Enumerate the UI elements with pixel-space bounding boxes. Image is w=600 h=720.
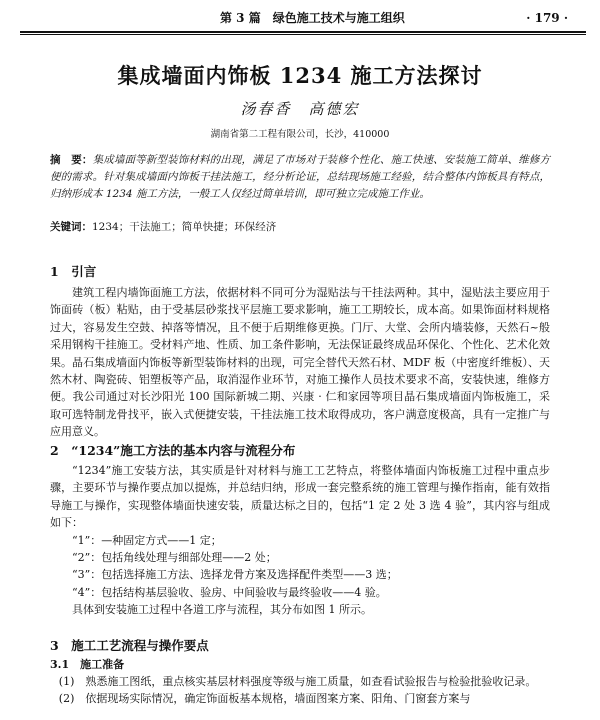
article-authors: 汤春香 高德宏	[240, 100, 360, 118]
abstract-text: 集成墙面等新型装饰材料的出现，满足了市场对于装修个性化、施工快速、安装施工简单、维修方便的需求。针对集成墙面内饰板干挂法施工，经分析论证，总结现场施工经验，结合整体内饰板具有特点，归纳形成本 1234 施工方法，一般工人仅经过简单培训，即可独立完成施工作业。	[50, 154, 551, 200]
header-rule-thick	[20, 31, 586, 33]
section-2-heading: 2 “1234”施工方法的基本内容与流程分布	[50, 443, 296, 458]
header-rule-thin	[20, 34, 586, 35]
author-affiliation: 湖南省第二工程有限公司，长沙，410000	[210, 129, 390, 140]
list-item: (1) 熟悉施工图纸，重点核实基层材料强度等级与施工质量，如查看试验报告与检验批验收记录。	[58, 675, 537, 688]
section-2-body	[50, 462, 550, 619]
abstract-label: 摘 要：	[50, 154, 93, 166]
list-item: “1”：—种固定方式——1 定；	[72, 533, 222, 547]
section-1-paragraph: 建筑工程内墙饰面施工方法，依据材料不同可分为湿贴法与干挂法两种。其中，湿贴法主要应用于饰面砖（板）粘贴，由于受基层砂浆找平层施工要求影响，施工工期较长，成本高。如果饰面材料规格过大，容易发生空鼓、掉落等情况，且不便于后期维修更换。门厅、大堂、会所内墙装修，天然石~般采用钢构干挂施工。受材料产地、性质、加工条件影响，无法保证最终成品环保化、个性化、艺术化效果。晶石集成墙面内饰板等新型装饰材料的出现，可完全替代天然石材、MDF 板（中密度纤维板）、天然木材、陶瓷砖、铝塑板等产品，取消湿作业环节，对施工操作人员技术要求不高，安装快速，维修方便。我公司通过对长沙阳光 100 国际新城二期、兴康 · 仁和家园等项目晶石集成墙面内饰板施工，采取可选特制龙骨找平，嵌入式便捷安装，干挂法施工技术取得成功，客户满意度极高，具有一定推广与应用意义。	[50, 286, 550, 439]
section-3-heading: 3 施工工艺流程与操作要点	[50, 638, 209, 653]
keywords-text: 1234；干法施工；简单快捷；环保经济	[92, 221, 277, 233]
section-header: 第 3 篇 绿色施工技术与施工组织	[220, 11, 405, 25]
section-3-1-body	[50, 673, 550, 708]
section-1-heading: 1 引言	[50, 264, 97, 279]
list-item: “3”：包括选择施工方法、选择龙骨方案及选择配件类型——3 选；	[72, 568, 398, 582]
section-2-tail: 具体到安装施工过程中各道工序与流程，其分布如图 1 所示。	[72, 603, 372, 617]
section-2-paragraph: “1234”施工安装方法，其实质是针对材料与施工工艺特点，将整体墙面内饰板施工过程中重点步骤，主要环节与操作要点加以提炼，并总结归纳，形成一套完整系统的施工管理与操作指南，能有效指导施工与操作，实现整体墙面快速安装，质量达标之目的，包括“1 定 2 处 3 选 4 验”，其内容与组成如下：	[50, 464, 550, 530]
list-item: (2) 依据现场实际情况，确定饰面板基本规格，墙面图案方案、阳角、门窗套方案与	[58, 692, 471, 706]
keywords	[50, 219, 550, 236]
list-item: “4”：包括结构基层验收、验房、中间验收与最终验收——4 验。	[72, 585, 387, 599]
list-item: “2”：包括角线处理与细部处理——2 处；	[72, 551, 277, 565]
article-title: 集成墙面内饰板 1234 施工方法探讨	[117, 63, 483, 88]
section-3-1-heading: 3.1 施工准备	[50, 658, 125, 671]
abstract	[50, 152, 550, 203]
running-head	[20, 8, 586, 28]
keywords-label: 关键词：	[50, 221, 92, 233]
section-1-body	[50, 284, 550, 441]
page-number: · 179 ·	[526, 11, 568, 25]
